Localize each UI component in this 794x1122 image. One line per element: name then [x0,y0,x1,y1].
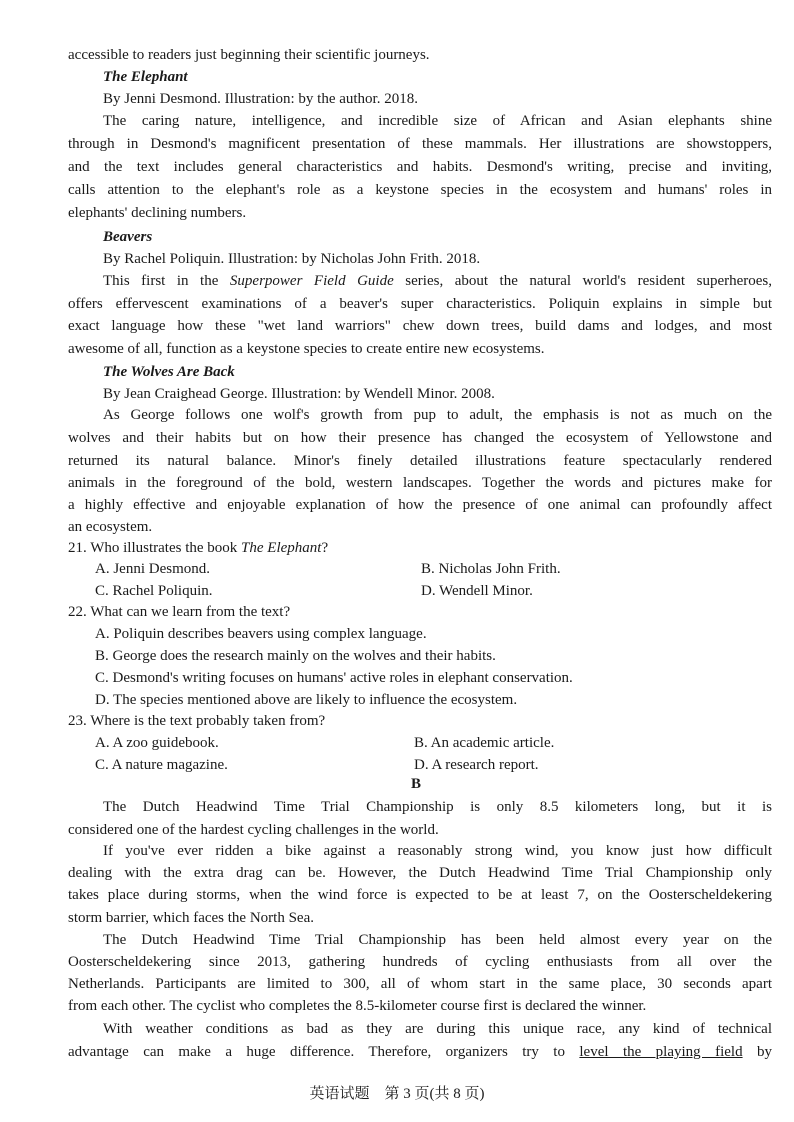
elephant-para-line: through in Desmond's magnificent presentation of these mammals. Her illustrations are showstoppers, [68,136,772,152]
wolves-para-line: a highly effective and enjoyable explanation of how the presence of one animal can profoundly affect [68,497,772,513]
book-byline-beavers: By Rachel Poliquin. Illustration: by Nicholas John Frith. 2018. [103,251,481,267]
book-title-beavers: Beavers [103,229,153,245]
section-b-p3-line: Oosterscheldekering since 2013, gathering hundreds of cycling enthusiasts from all over the [68,954,772,970]
beavers-para-line: awesome of all, function as a keystone species to create entire new ecosystems. [68,341,545,357]
section-b-p1-line: The Dutch Headwind Time Trial Championship is only 8.5 kilometers long, but it is [103,799,772,815]
q21-option-b[interactable]: B. Nicholas John Frith. [421,561,561,577]
series-title: Superpower Field Guide [229,273,394,289]
elephant-para-line: elephants' declining numbers. [68,205,247,221]
beavers-para-line: exact language how these "wet land warriors" chew down trees, build dams and lodges, and most [68,318,772,334]
q22-option-c[interactable]: C. Desmond's writing focuses on humans' active roles in elephant conservation. [95,670,573,686]
wolves-para-line: As George follows one wolf's growth from pup to adult, the emphasis is not as much on the [103,407,772,423]
section-b-p3-line: The Dutch Headwind Time Trial Championship has been held almost every year on the [103,932,772,948]
q21-option-c[interactable]: C. Rachel Poliquin. [95,583,213,599]
elephant-para-line: The caring nature, intelligence, and incredible size of African and Asian elephants shine [103,113,772,129]
question-23-stem: 23. Where is the text probably taken from? [68,713,326,729]
section-b-p4-line: With weather conditions as bad as they are during this unique race, any kind of technical [103,1021,772,1037]
underlined-phrase: level the playing field [579,1044,743,1060]
wolves-para-line: returned its natural balance. Minor's finely detailed illustrations feature spectacularly rendered [68,453,772,469]
q22-option-a[interactable]: A. Poliquin describes beavers using complex language. [95,626,427,642]
intro-tail: accessible to readers just beginning their scientific journeys. [68,47,430,63]
book-byline-elephant: By Jenni Desmond. Illustration: by the author. 2018. [103,91,418,107]
book-title-wolves: The Wolves Are Back [103,364,235,380]
q23-option-b[interactable]: B. An academic article. [414,735,555,751]
q22-option-b[interactable]: B. George does the research mainly on the wolves and their habits. [95,648,496,664]
beavers-para-line: offers effervescent examinations of a beaver's super characteristics. Poliquin explains in simple but [68,296,772,312]
section-b-p2-line: If you've ever ridden a bike against a reasonably strong wind, you know just how difficult [103,843,772,859]
q22-option-d[interactable]: D. The species mentioned above are likely to influence the ecosystem. [95,692,518,708]
section-b-p3-line: from each other. The cyclist who completes the 8.5-kilometer course first is declared the winner. [68,998,647,1014]
section-b-p2-line: storm barrier, which faces the North Sea. [68,910,314,926]
book-byline-wolves: By Jean Craighead George. Illustration: by Wendell Minor. 2008. [103,386,495,402]
wolves-para-line: an ecosystem. [68,519,153,535]
book-title-elephant: The Elephant [103,69,188,85]
beavers-para-first-line: This first in the Superpower Field Guide series, about the natural world's resident superheroes, [103,273,773,289]
page-footer: 英语试题 第 3 页(共 8 页) [309,1086,485,1102]
q21-option-d[interactable]: D. Wendell Minor. [421,583,533,599]
elephant-para-line: calls attention to the elephant's role as a keystone species in the ecosystem and humans' roles in [68,182,772,198]
question-22-stem: 22. What can we learn from the text? [68,604,291,620]
wolves-para-line: wolves and their habits but on how their presence has changed the ecosystem of Yellowstone and [68,430,772,446]
q23-option-c[interactable]: C. A nature magazine. [95,757,228,773]
wolves-para-line: animals in the foreground of the bold, western landscapes. Together the words and pictures make for [68,475,772,491]
question-21-stem: 21. Who illustrates the book The Elephant? [68,540,329,556]
elephant-para-line: and the text includes general characteristics and habits. Desmond's writing, precise and inviting, [68,159,772,175]
q23-option-d[interactable]: D. A research report. [414,757,539,773]
section-b-p1-line: considered one of the hardest cycling challenges in the world. [68,822,439,838]
section-b-p2-line: takes place during storms, when the wind force is expected to be at least 7, on the Oosterscheldekering [68,887,772,903]
section-b-p3-line: Netherlands. Participants are limited to 300, all of whom start in the same place, 30 seconds apart [68,976,772,992]
question-21-book-title: The Elephant [241,540,322,556]
section-b-p2-line: dealing with the extra drag can be. However, the Dutch Headwind Time Trial Championship only [68,865,772,881]
q23-option-a[interactable]: A. A zoo guidebook. [95,735,219,751]
section-b-heading: B [411,776,422,792]
section-b-p4-line: advantage can make a huge difference. Therefore, organizers try to level the playing field by [68,1044,772,1060]
q21-option-a[interactable]: A. Jenni Desmond. [95,561,210,577]
